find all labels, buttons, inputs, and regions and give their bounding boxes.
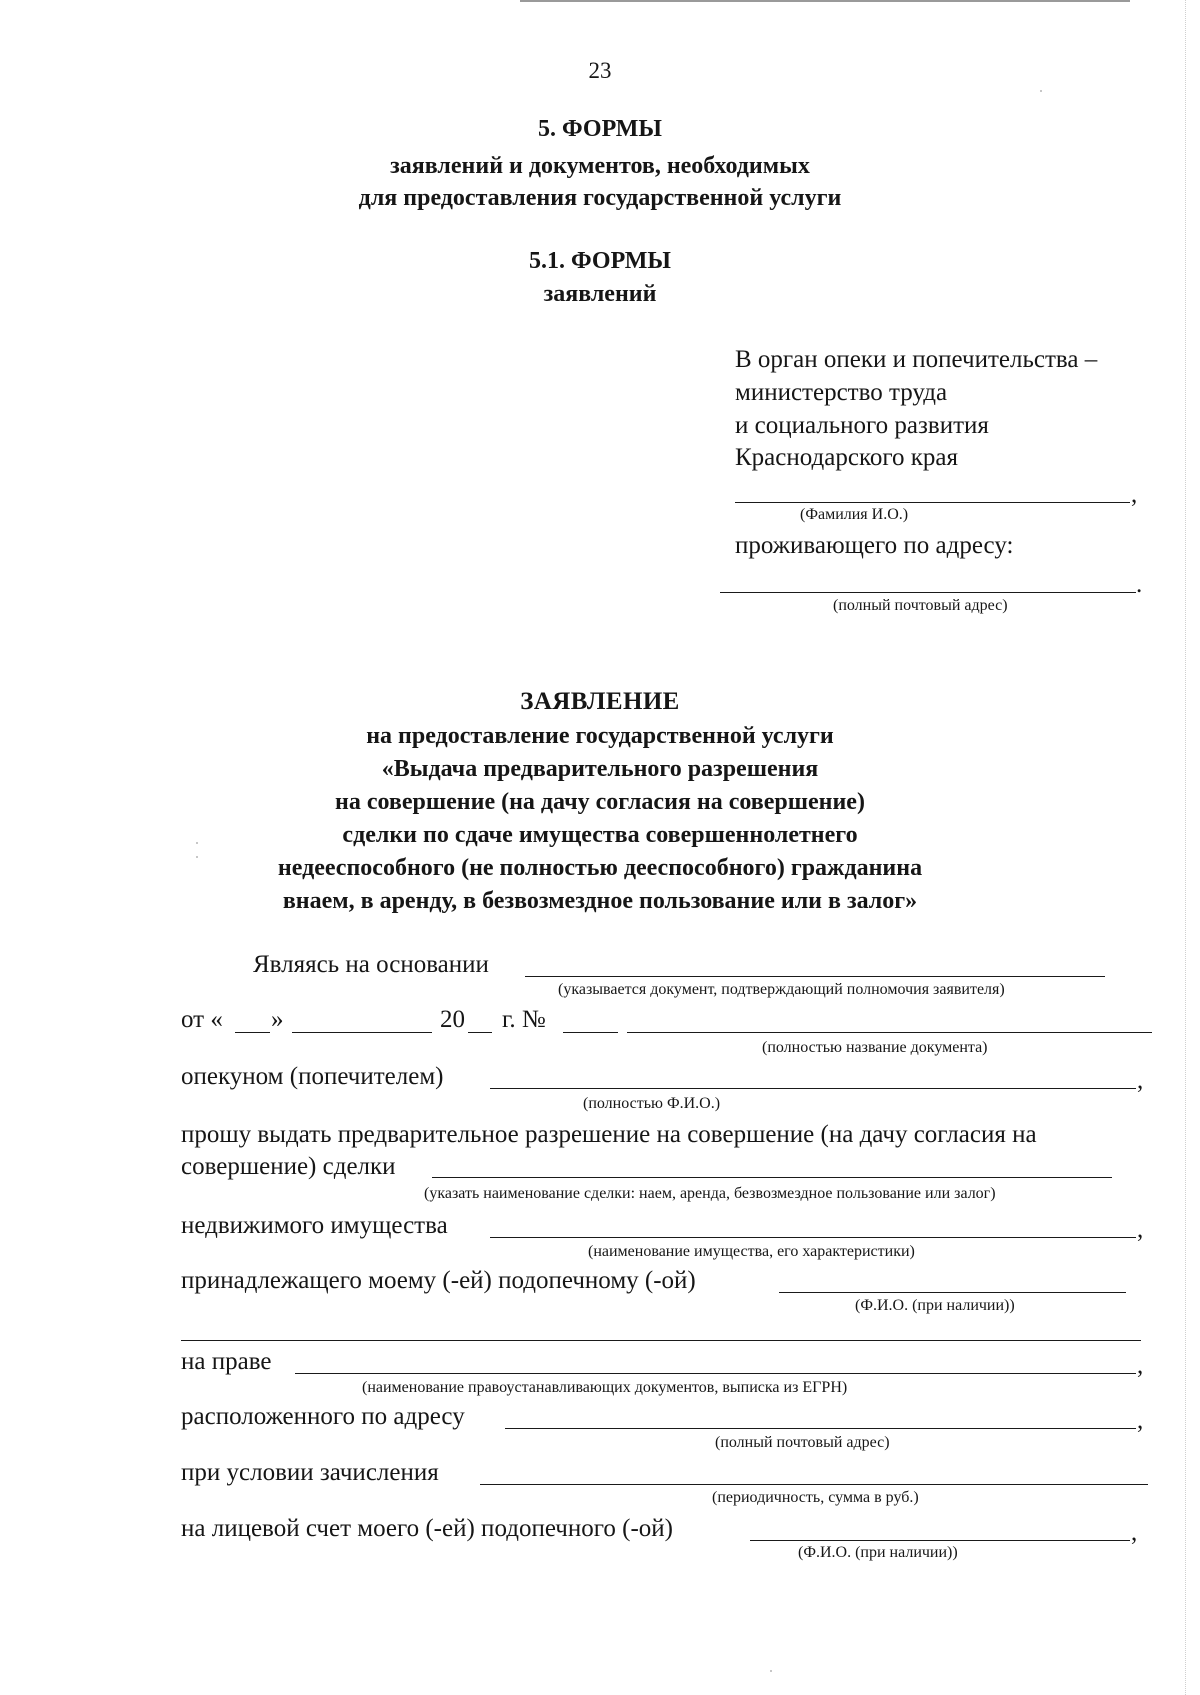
addressee-line2: министерство труда bbox=[735, 379, 948, 406]
ward-name-continuation-field[interactable] bbox=[181, 1340, 1141, 1341]
applicant-name-hint: (Фамилия И.О.) bbox=[800, 506, 909, 523]
addressee-line1: В орган опеки и попечительства – bbox=[735, 346, 1098, 373]
condition-hint: (периодичность, сумма в руб.) bbox=[712, 1489, 919, 1506]
basis-label: Являясь на основании bbox=[253, 951, 489, 978]
belonging-label: принадлежащего моему (-ей) подопечному (-ой) bbox=[181, 1267, 696, 1294]
guardian-name-field[interactable] bbox=[490, 1088, 1136, 1089]
document-number-field[interactable] bbox=[563, 1032, 618, 1033]
located-comma: , bbox=[1137, 1407, 1144, 1434]
basis-field[interactable] bbox=[525, 976, 1105, 977]
application-line5: недееспособного (не полностью дееспособного) гражданина bbox=[277, 855, 923, 881]
applicant-name-field[interactable] bbox=[735, 502, 1130, 503]
year-prefix: 20 bbox=[440, 1006, 465, 1033]
deal-type-field[interactable] bbox=[432, 1177, 1112, 1178]
document-name-field[interactable] bbox=[627, 1032, 1152, 1033]
application-title: ЗАЯВЛЕНИЕ bbox=[520, 688, 680, 715]
guardian-comma: , bbox=[1137, 1067, 1144, 1094]
property-comma: , bbox=[1137, 1216, 1144, 1243]
guardian-label: опекуном (попечителем) bbox=[181, 1063, 444, 1090]
account-comma: , bbox=[1131, 1519, 1138, 1546]
residing-label: проживающего по адресу: bbox=[735, 532, 1014, 559]
request-line1: прошу выдать предварительное разрешение на совершение (на дачу согласия на bbox=[181, 1121, 1037, 1148]
application-line1: на предоставление государственной услуги bbox=[366, 723, 834, 749]
basis-hint: (указывается документ, подтверждающий полномочия заявителя) bbox=[558, 981, 1005, 998]
deal-hint: (указать наименование сделки: наем, аренда, безвозмездное пользование или залог) bbox=[424, 1185, 996, 1202]
application-line4: сделки по сдаче имущества совершеннолетнего bbox=[342, 822, 858, 848]
application-line6: внаем, в аренду, в безвозмездное пользование или в залог» bbox=[282, 888, 918, 914]
date-year-field[interactable] bbox=[468, 1032, 492, 1033]
condition-field[interactable] bbox=[480, 1484, 1148, 1485]
date-quote-close: » bbox=[271, 1006, 284, 1033]
applicant-name-comma: , bbox=[1131, 481, 1138, 508]
subsection-title: 5.1. ФОРМЫ bbox=[529, 248, 671, 274]
condition-label: при условии зачисления bbox=[181, 1459, 439, 1486]
addressee-line4: Краснодарского края bbox=[735, 444, 958, 471]
applicant-address-hint: (полный почтовый адрес) bbox=[833, 597, 1008, 614]
property-field[interactable] bbox=[490, 1237, 1136, 1238]
property-address-field[interactable] bbox=[505, 1428, 1136, 1429]
located-hint: (полный почтовый адрес) bbox=[715, 1434, 890, 1451]
located-label: расположенного по адресу bbox=[181, 1403, 465, 1430]
section-subtitle-line2: для предоставления государственной услуги bbox=[358, 185, 842, 211]
applicant-address-field[interactable] bbox=[720, 592, 1136, 593]
date-from-label: от « bbox=[181, 1006, 223, 1033]
right-comma: , bbox=[1137, 1352, 1144, 1379]
right-hint: (наименование правоустанавливающих документов, выписка из ЕГРН) bbox=[362, 1379, 848, 1396]
application-line2: «Выдача предварительного разрешения bbox=[381, 756, 819, 782]
date-day-field[interactable] bbox=[235, 1032, 270, 1033]
scan-edge-top bbox=[520, 0, 1130, 2]
section-title: 5. ФОРМЫ bbox=[538, 116, 662, 142]
section-subtitle-line1: заявлений и документов, необходимых bbox=[390, 153, 810, 179]
date-month-field[interactable] bbox=[292, 1032, 432, 1033]
property-hint: (наименование имущества, его характеристики) bbox=[588, 1243, 915, 1260]
right-label: на праве bbox=[181, 1348, 272, 1375]
guardian-hint: (полностью Ф.И.О.) bbox=[583, 1095, 721, 1112]
scan-speck bbox=[770, 1670, 772, 1672]
right-basis-field[interactable] bbox=[295, 1373, 1136, 1374]
scan-speck bbox=[1040, 90, 1042, 92]
page-number: 23 bbox=[588, 58, 612, 83]
application-line3: на совершение (на дачу согласия на совершение) bbox=[335, 789, 865, 815]
ward-name-field[interactable] bbox=[779, 1292, 1126, 1293]
account-hint: (Ф.И.О. (при наличии)) bbox=[798, 1544, 958, 1561]
account-label: на лицевой счет моего (-ей) подопечного (-ой) bbox=[181, 1515, 673, 1542]
property-label: недвижимого имущества bbox=[181, 1212, 448, 1239]
addressee-line3: и социального развития bbox=[735, 412, 989, 439]
number-label: г. № bbox=[502, 1006, 546, 1033]
document-name-hint: (полностью название документа) bbox=[762, 1039, 988, 1056]
request-line2: совершение) сделки bbox=[181, 1153, 396, 1180]
account-ward-field[interactable] bbox=[750, 1540, 1130, 1541]
applicant-address-period: . bbox=[1136, 571, 1143, 598]
ward-name-hint: (Ф.И.О. (при наличии)) bbox=[855, 1297, 1015, 1314]
subsection-subtitle: заявлений bbox=[543, 281, 657, 307]
